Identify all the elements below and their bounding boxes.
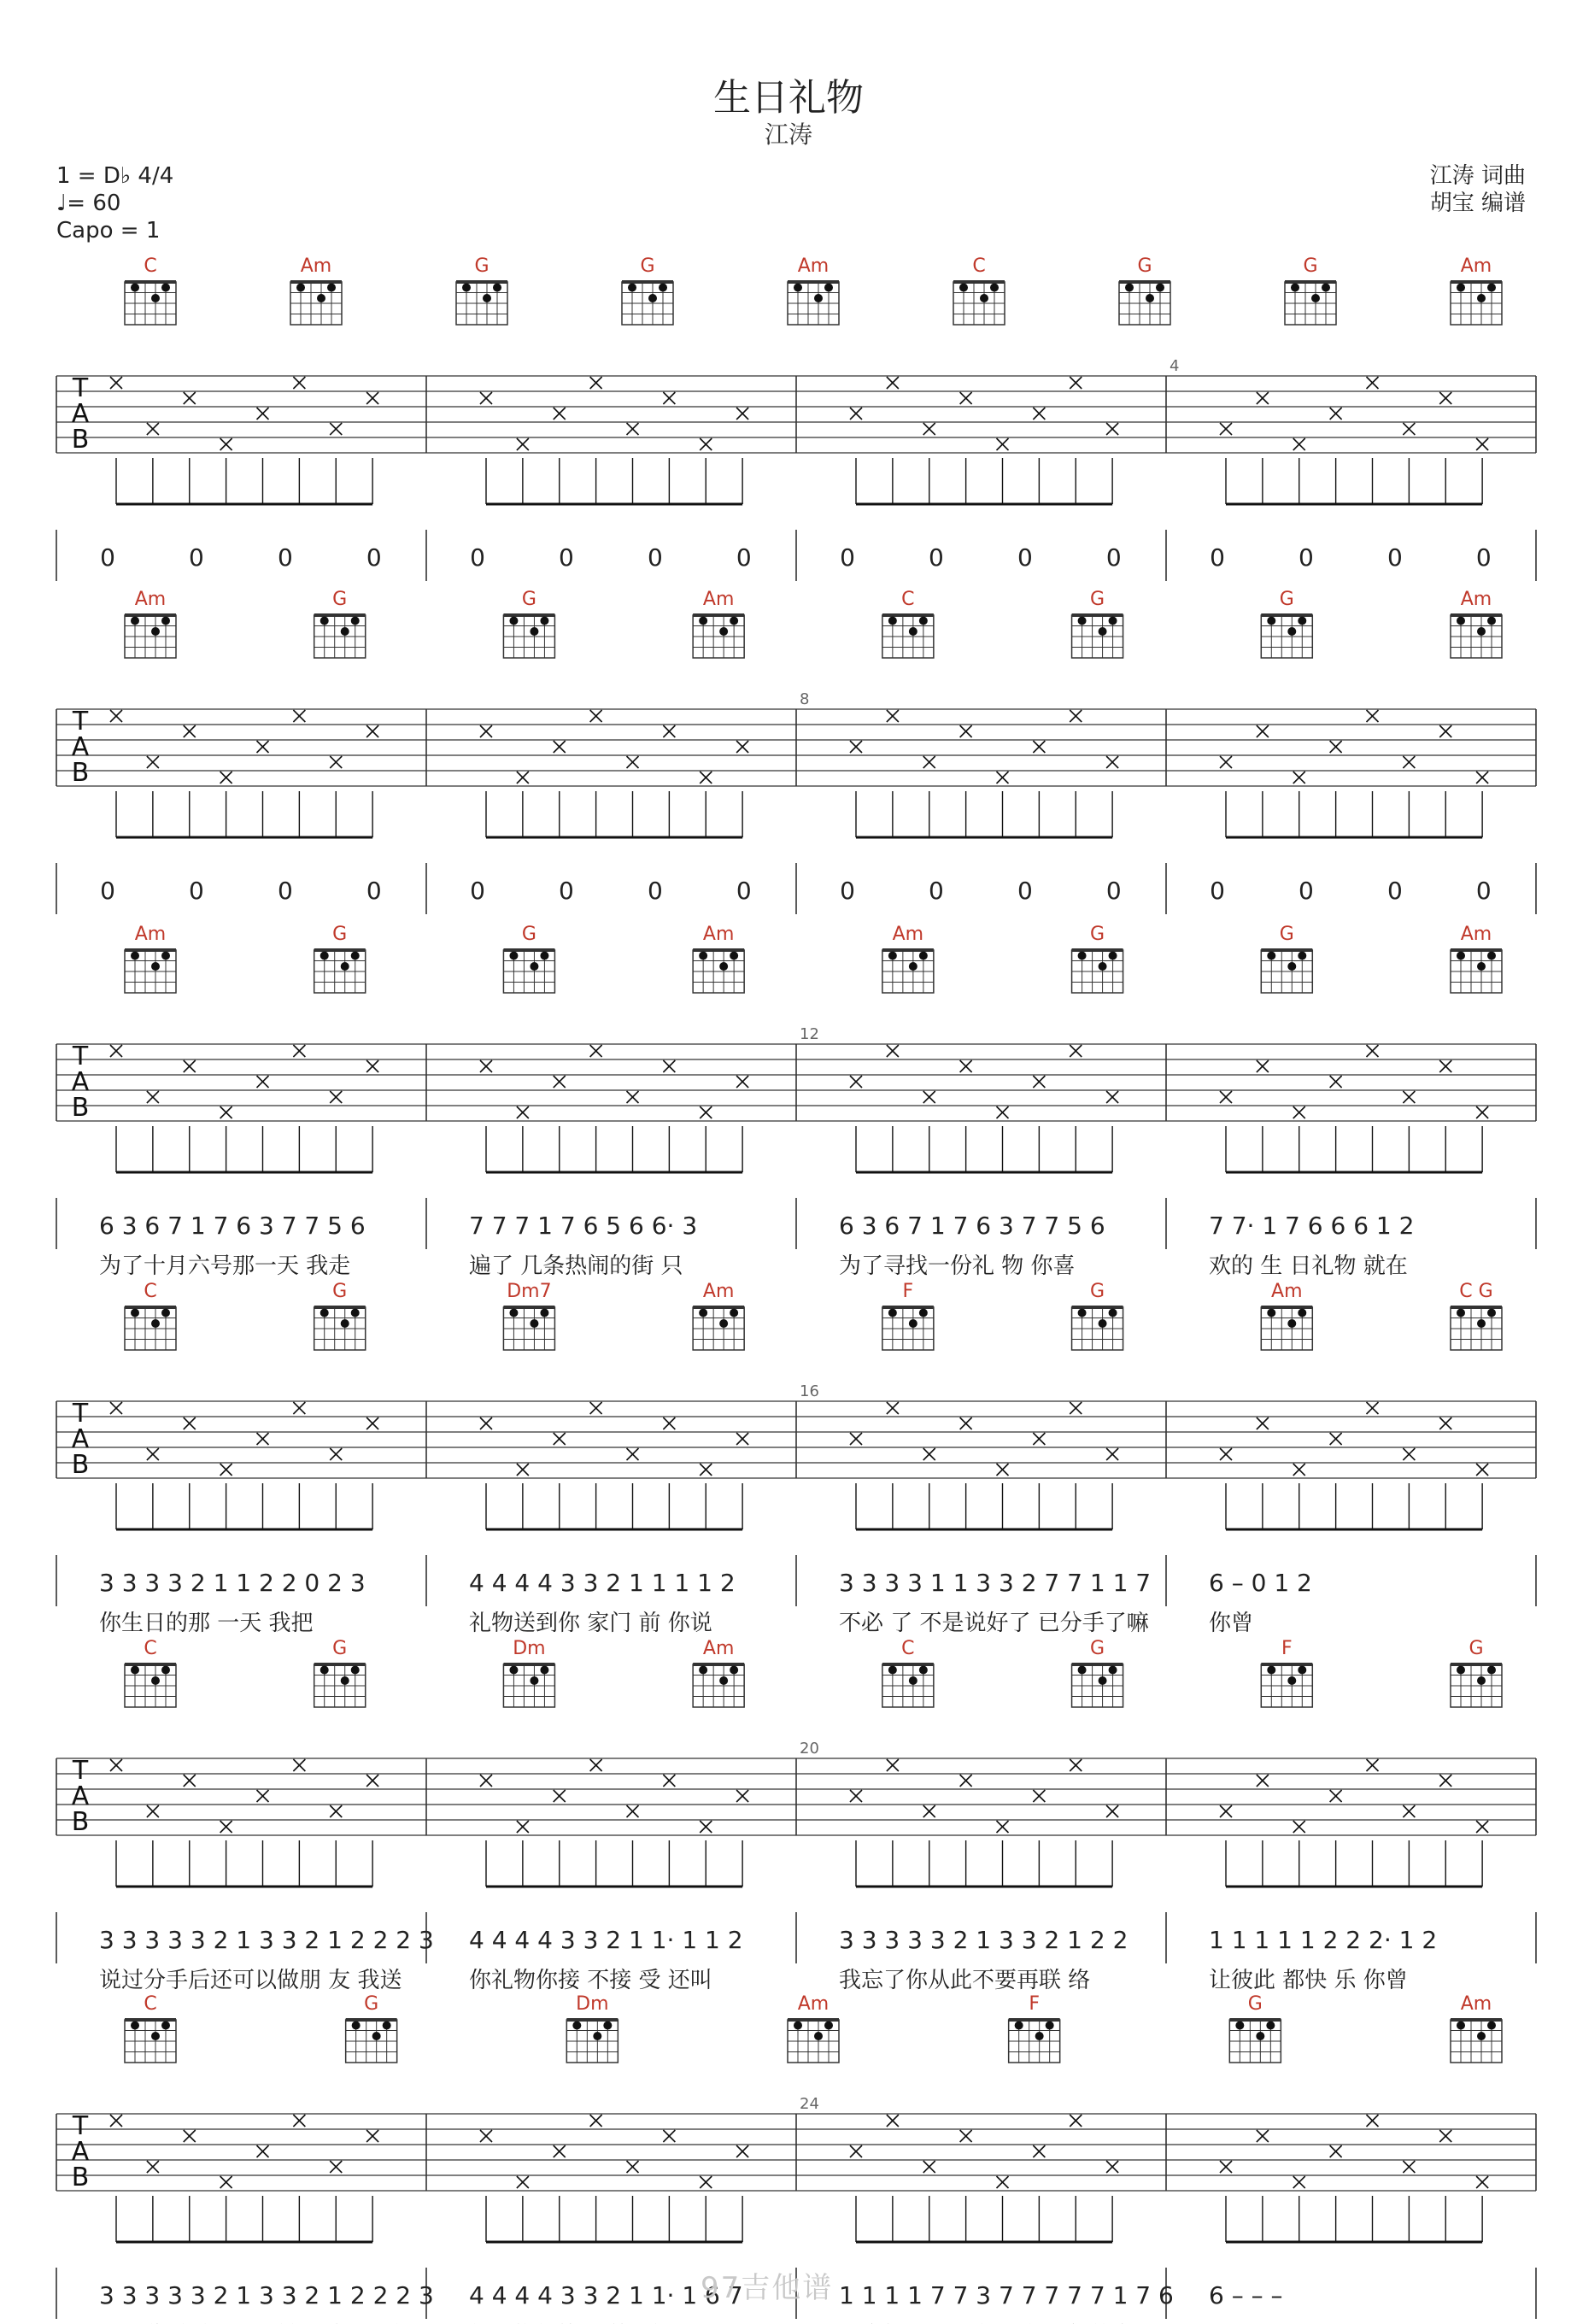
chord-name: Am [797,1993,830,2015]
jianpu-notes: 3 3 3 3 3 2 1 3 3 2 1 2 2 2 3 [99,2281,434,2309]
chord-dot [1099,1676,1107,1685]
chord-dot [372,2032,381,2040]
chord-dot [628,284,636,292]
chord-dot [509,1666,518,1675]
jianpu-notes: 4 4 4 4 3 3 2 1 1· 1 6 7 [469,2281,743,2309]
chord-dot [794,2022,802,2030]
chord-name: C G [1459,1281,1493,1302]
chord-dot [131,1666,139,1675]
chord-dot [1099,1319,1107,1328]
jianpu-note: 0 [1299,877,1314,905]
jianpu-notes: 3 3 3 3 1 1 3 3 2 7 7 1 1 7 [839,1569,1152,1597]
chord-dot [919,952,928,960]
chord-dot [296,284,305,292]
chord-dot [540,1666,548,1675]
chord-dot [648,294,657,302]
lyric-line: 你生日的那 一天 我把 [99,1611,314,1636]
chord-name: C [144,1993,157,2015]
jianpu-note: 0 [559,543,574,572]
chord-name: C [972,255,986,277]
chord-dot [352,2022,361,2030]
chord-dot [509,952,518,960]
chord-dot [888,1309,897,1318]
jianpu-notes: 3 3 3 3 3 2 1 3 3 2 1 2 2 [839,1926,1129,1954]
chord-dot [161,2022,170,2030]
tab-clef-letter: T [72,707,89,737]
chord-name: G [1090,1281,1105,1302]
chord-dot [351,1666,360,1675]
chord-name: C [901,1638,915,1659]
chord-dot [161,952,170,960]
chord-dot [1125,284,1134,292]
jianpu-note: 0 [1475,877,1492,905]
chord-dot [1235,2022,1244,2030]
chord-dot [1146,294,1154,302]
jianpu-note: 0 [647,543,663,572]
chord-dot [320,1666,329,1675]
lyric-line: 遍了 几条热闹的街 只 [469,1253,683,1279]
chord-dot [888,617,897,625]
chord-dot [919,1666,928,1675]
measure-number: 20 [800,1740,819,1758]
chord-name: Am [1460,1993,1492,2015]
chord-name: F [1029,1993,1040,2015]
jianpu-note: 0 [1105,877,1122,905]
lyric-line: 为了十月六号那一天 我走 [99,1253,351,1279]
chord-dot [540,1309,548,1318]
chord-dot [530,1319,538,1328]
measure-number: 24 [800,2095,819,2113]
jianpu-note: 0 [1299,543,1314,572]
chord-dot [161,1666,170,1675]
chord-dot [131,1309,139,1318]
chord-name: Am [702,1281,735,1302]
lyric-line: 说过分手后还可以做朋 友 我送 [99,1968,402,1993]
chord-dot [1298,952,1306,960]
chord-dot [1267,1309,1275,1318]
chord-dot [699,1666,707,1675]
jianpu-notes: 4 4 4 4 3 3 2 1 1· 1 1 2 [469,1926,743,1954]
lyric-line: 你礼物你接 不接 受 还叫 [469,1968,712,1993]
jianpu-note: 0 [1210,877,1225,905]
jianpu-notes: 1 1 1 1 1 2 2 2· 1 2 [1209,1926,1438,1954]
chord-dot [1457,1666,1465,1675]
chord-dot [1156,284,1164,292]
chord-name: G [1469,1638,1484,1659]
chord-dot [483,294,491,302]
jianpu-note: 0 [1105,543,1122,572]
chord-dot [990,284,999,292]
measure-number: 16 [800,1382,819,1400]
jianpu-notes: 6 3 6 7 1 7 6 3 7 7 5 6 [839,1212,1105,1240]
chord-dot [320,617,329,625]
chord-dot [919,617,928,625]
chord-name: G [1247,1993,1263,2015]
chord-dot [1078,617,1087,625]
chord-name: Am [702,1638,735,1659]
jianpu-note: 0 [470,877,485,905]
song-artist: 江涛 [764,120,812,149]
measure-number: 12 [800,1025,819,1043]
jianpu-note: 0 [929,543,944,572]
chord-dot [151,1676,160,1685]
chord-dot [909,1319,917,1328]
chord-dot [1078,1309,1087,1318]
jianpu-note: 0 [736,543,752,572]
chord-dot [1457,1309,1465,1318]
jianpu-note: 0 [189,877,204,905]
chord-dot [719,1319,728,1328]
chord-name: Dm [513,1638,546,1659]
chord-dot [151,962,160,971]
jianpu-note: 0 [189,543,204,572]
chord-dot [1109,617,1117,625]
tab-clef-letter: A [71,732,90,762]
chord-dot [909,962,917,971]
chord-name: Dm [576,1993,609,2015]
chord-dot [1477,1319,1486,1328]
chord-dot [1267,617,1275,625]
jianpu-note: 0 [647,877,663,905]
chord-name: Am [1460,589,1492,610]
jianpu-note: 0 [736,877,752,905]
chord-dot [572,2022,581,2030]
jianpu-note: 0 [100,543,115,572]
measure-number: 4 [1170,357,1180,375]
chord-dot [719,1676,728,1685]
chord-dot [1287,1676,1296,1685]
jianpu-note: 0 [840,877,855,905]
chord-dot [530,627,538,636]
chord-dot [1457,284,1465,292]
chord-dot [351,952,360,960]
chord-name: F [902,1281,914,1302]
chord-dot [1109,952,1117,960]
chord-dot [794,284,802,292]
chord-name: G [1090,924,1105,945]
chord-dot [814,2032,823,2040]
chord-name: G [332,924,348,945]
chord-name: Am [1271,1281,1303,1302]
jianpu-note: 0 [470,543,485,572]
chord-dot [151,2032,160,2040]
tempo: ♩= 60 [56,191,121,216]
lyric-line: 礼物送到你 家门 前 你说 [469,1611,712,1636]
chord-dot [814,294,823,302]
chord-dot [341,1676,349,1685]
tab-clef-letter: T [72,1756,89,1786]
chord-dot [327,284,336,292]
chord-dot [980,294,988,302]
chord-dot [161,284,170,292]
tab-clef-letter: B [71,2163,90,2192]
chord-dot [1109,1666,1117,1675]
chord-dot [1078,1666,1087,1675]
tab-clef-letter: A [71,1424,90,1454]
chord-dot [1477,294,1486,302]
chord-dot [1267,1666,1275,1675]
chord-dot [730,1666,738,1675]
tab-clef-letter: T [72,1399,89,1429]
chord-dot [1109,1309,1117,1318]
chord-name: Am [134,924,167,945]
chord-dot [730,952,738,960]
tab-clef-letter: B [71,1807,90,1837]
chord-dot [540,952,548,960]
chord-dot [131,617,139,625]
chord-dot [1487,1666,1496,1675]
chord-dot [593,2032,601,2040]
chord-dot [1035,2032,1044,2040]
chord-name: G [1090,1638,1105,1659]
chord-name: G [332,1638,348,1659]
chord-dot [1322,284,1330,292]
lyric-line: 让彼此 都快 乐 你曾 [1209,1968,1408,1993]
chord-dot [719,962,728,971]
chord-dot [151,627,160,636]
jianpu-note: 0 [1210,543,1225,572]
chord-name: G [1090,589,1105,610]
chord-name: C [144,255,157,277]
chord-name: Dm7 [507,1281,552,1302]
chord-dot [888,952,897,960]
tab-clef-letter: A [71,1781,90,1811]
lyric-line: 欢的 生 日礼物 就在 [1209,1253,1408,1279]
chord-dot [919,1309,928,1318]
chord-dot [909,1676,917,1685]
chord-name: G [1137,255,1152,277]
chord-dot [1477,1676,1486,1685]
chord-dot [1487,284,1496,292]
chord-dot [730,617,738,625]
chord-name: G [364,1993,379,2015]
chord-dot [699,617,707,625]
chord-dot [341,627,349,636]
chord-name: Am [892,924,924,945]
chord-name: G [640,255,655,277]
jianpu-note: 0 [1475,543,1492,572]
tab-clef-letter: A [71,399,90,429]
chord-dot [824,284,833,292]
chord-dot [1287,1319,1296,1328]
chord-dot [1298,1309,1306,1318]
chord-name: G [1279,924,1294,945]
chord-dot [1457,952,1465,960]
jianpu-note: 0 [366,543,382,572]
chord-name: Am [300,255,332,277]
chord-name: Am [702,589,735,610]
chord-dot [824,2022,833,2030]
chord-dot [320,1309,329,1318]
chord-dot [1487,2022,1496,2030]
chord-dot [699,1309,707,1318]
jianpu-note: 0 [559,877,574,905]
capo: Capo = 1 [56,218,161,244]
tab-clef-letter: B [71,425,90,455]
chord-dot [1267,952,1275,960]
jianpu-notes: 6 – 0 1 2 [1209,1569,1312,1597]
chord-dot [509,1309,518,1318]
chord-dot [1477,962,1486,971]
chord-dot [1256,2032,1264,2040]
tab-clef-letter: A [71,2137,90,2167]
jianpu-notes: 3 3 3 3 2 1 1 2 2 0 2 3 [99,1569,366,1597]
chord-dot [351,1309,360,1318]
chord-dot [341,962,349,971]
chord-name: F [1281,1638,1293,1659]
tab-clef-letter: B [71,1450,90,1480]
jianpu-note: 0 [1386,877,1403,905]
chord-name: G [521,924,536,945]
chord-dot [1487,1309,1496,1318]
tab-clef-letter: B [71,1093,90,1123]
tab-clef-letter: A [71,1067,90,1097]
chord-dot [1287,962,1296,971]
chord-dot [1266,2022,1275,2030]
chord-dot [317,294,325,302]
chord-dot [1078,952,1087,960]
chord-name: G [1303,255,1318,277]
chord-name: Am [797,255,830,277]
chord-dot [1457,617,1465,625]
chord-dot [1287,627,1296,636]
song-title: 生日礼物 [713,76,864,120]
chord-name: G [521,589,536,610]
chord-dot [1298,1666,1306,1675]
chord-dot [1457,2022,1465,2030]
tab-clef-letter: B [71,758,90,788]
chord-name: G [332,1281,348,1302]
chord-dot [888,1666,897,1675]
jianpu-notes: 6 – – – [1209,2281,1283,2309]
jianpu-notes: 7 7 7 1 7 6 5 6 6· 3 [469,1212,698,1240]
chord-dot [1298,617,1306,625]
chord-dot [131,2022,139,2030]
chord-name: C [144,1638,157,1659]
chord-dot [540,617,548,625]
chord-name: C [901,589,915,610]
chord-dot [161,1309,170,1318]
jianpu-notes: 1 1 1 1 7 7 3 7 7 7 7 7 1 7 6 [839,2281,1174,2309]
chord-name: Am [1460,255,1492,277]
chord-dot [161,617,170,625]
chord-dot [151,1319,160,1328]
chord-dot [151,294,160,302]
jianpu-notes: 7 7· 1 7 6 6 6 1 2 [1209,1212,1415,1240]
jianpu-note: 0 [1386,543,1403,572]
chord-dot [1311,294,1320,302]
jianpu-notes: 6 3 6 7 1 7 6 3 7 7 5 6 [99,1212,366,1240]
jianpu-note: 0 [929,877,944,905]
chord-name: C [144,1281,157,1302]
chord-dot [1099,962,1107,971]
chord-dot [719,627,728,636]
chord-dot [509,617,518,625]
jianpu-note: 0 [277,877,293,905]
chord-dot [493,284,501,292]
chord-dot [603,2022,612,2030]
chord-dot [730,1309,738,1318]
chord-dot [699,952,707,960]
chord-dot [959,284,968,292]
chord-dot [1099,627,1107,636]
jianpu-note: 0 [1017,877,1033,905]
lyric-line: 你曾 [1209,1611,1254,1636]
lyric-line: 不必 了 不是说好了 已分手了嘛 [839,1611,1149,1636]
chord-dot [1477,627,1486,636]
chord-name: G [1279,589,1294,610]
chord-dot [1291,284,1299,292]
chord-dot [909,627,917,636]
chord-name: Am [702,924,735,945]
jianpu-note: 0 [100,877,115,905]
chord-dot [383,2022,391,2030]
chord-name: Am [134,589,167,610]
chord-dot [131,952,139,960]
jianpu-note: 0 [840,543,855,572]
lyric-line: 为了寻找一份礼 物 你喜 [839,1253,1076,1279]
jianpu-notes: 3 3 3 3 3 2 1 3 3 2 1 2 2 2 3 [99,1926,434,1954]
tab-clef-letter: T [72,2111,89,2141]
key-signature: 1 = D♭ 4/4 [56,163,174,189]
jianpu-notes: 4 4 4 4 3 3 2 1 1 1 1 2 [469,1569,736,1597]
chord-dot [351,617,360,625]
chord-dot [320,952,329,960]
chord-name: Am [1460,924,1492,945]
chord-name: G [332,589,348,610]
lyric-line: 我忘了你从此不要再联 络 [839,1968,1091,1993]
watermark-logo: 97吉他谱 [701,2271,834,2305]
chord-dot [1015,2022,1023,2030]
jianpu-note: 0 [366,877,382,905]
chord-dot [1487,952,1496,960]
chord-dot [1046,2022,1054,2030]
chord-dot [1487,617,1496,625]
chord-dot [1477,2032,1486,2040]
tab-clef-letter: T [72,373,89,403]
chord-dot [131,284,139,292]
jianpu-note: 0 [277,543,293,572]
chord-dot [530,1676,538,1685]
measure-number: 8 [800,690,810,708]
chord-name: G [474,255,490,277]
chord-dot [462,284,471,292]
jianpu-note: 0 [1017,543,1033,572]
lyricist-composer: 江涛 词曲 [1429,163,1526,189]
arranger: 胡宝 编谱 [1429,191,1526,216]
chord-dot [659,284,667,292]
tab-clef-letter: T [72,1042,89,1071]
chord-dot [341,1319,349,1328]
chord-dot [530,962,538,971]
